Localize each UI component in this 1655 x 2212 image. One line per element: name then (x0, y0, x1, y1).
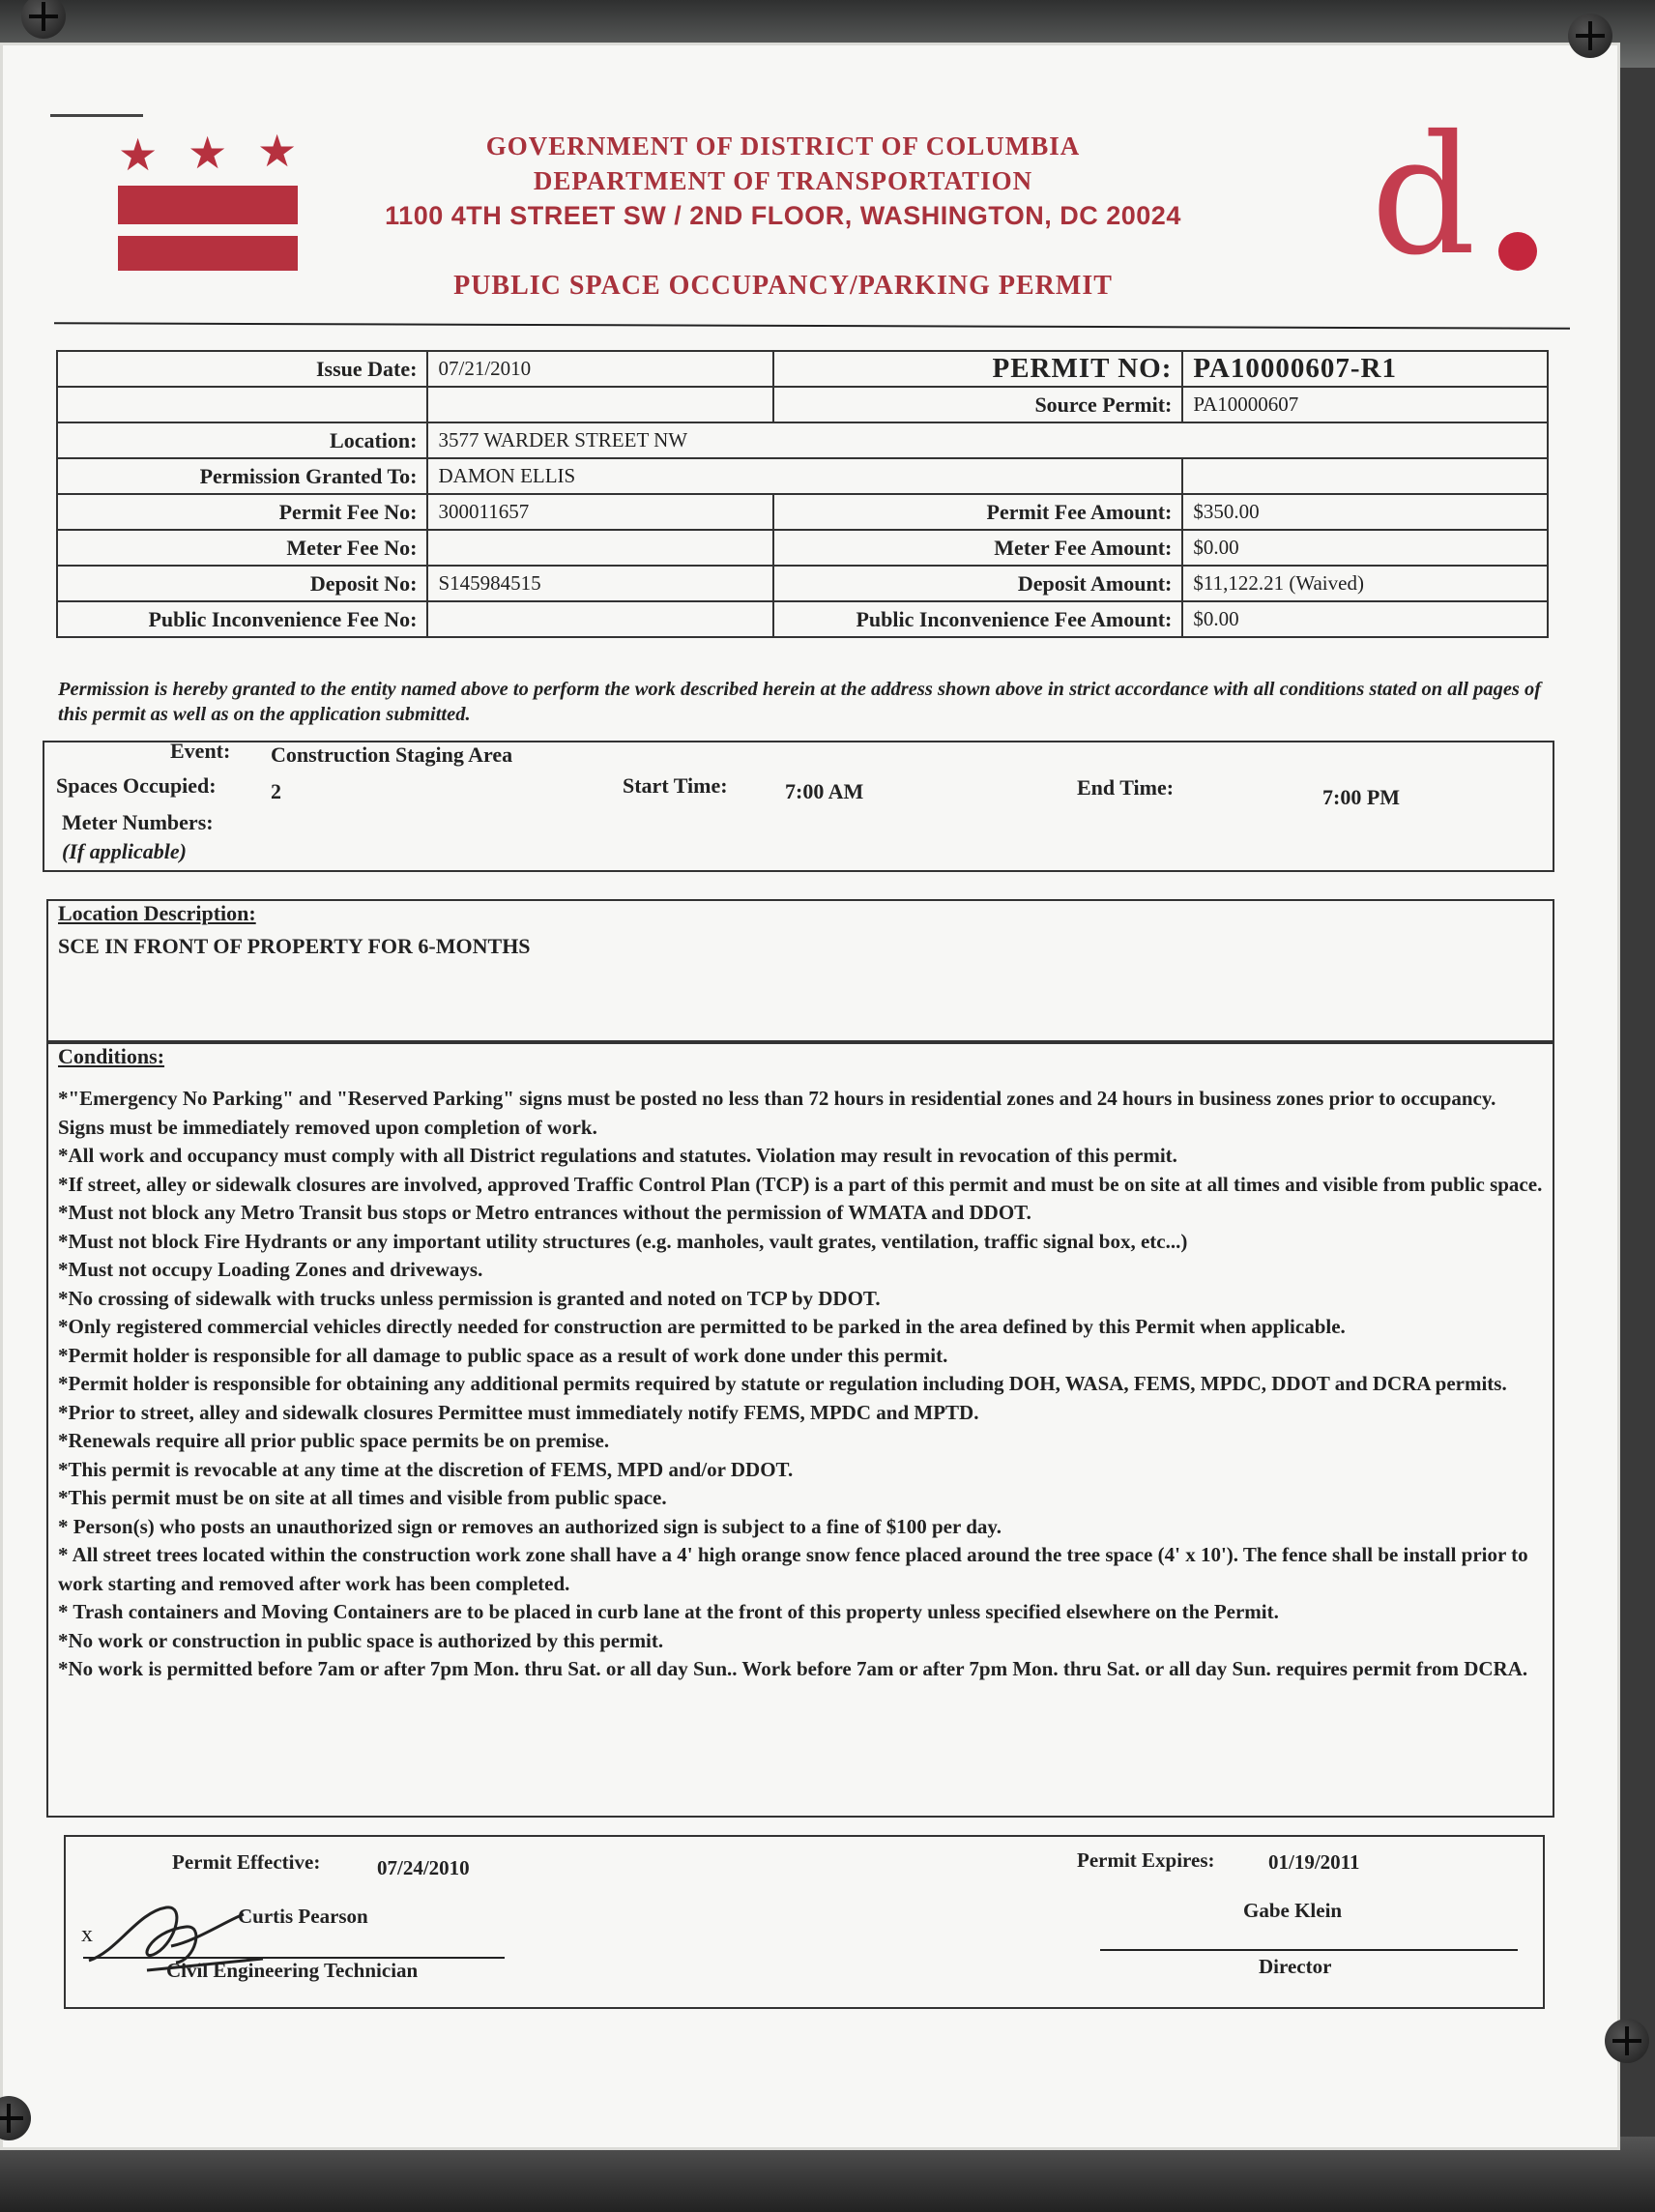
deposit-amount-value: $11,122.21 (Waived) (1182, 566, 1548, 601)
permit-title: PUBLIC SPACE OCCUPANCY/PARKING PERMIT (453, 271, 1113, 301)
meter-fee-amount-label: Meter Fee Amount: (773, 530, 1182, 566)
conditions-label: Conditions: (58, 1044, 165, 1068)
signer-right-title: Director (1259, 1955, 1332, 1978)
issue-date-value: 07/21/2010 (427, 351, 772, 387)
conditions-list (58, 1085, 1545, 1684)
ddot-logo-dot (1498, 232, 1537, 271)
signer-left-title: Civil Engineering Technician (166, 1959, 419, 1982)
condition-item: *Permit holder is responsible for all damage to public space as a result of work done under this permit. (58, 1343, 948, 1367)
condition-item: *Prior to street, alley and sidewalk closures Permittee must immediately notify FEMS, MPDC and MPTD. (58, 1400, 979, 1424)
inconvenience-no-value (427, 601, 772, 637)
inconvenience-no-label: Public Inconvenience Fee No: (57, 601, 427, 637)
inconvenience-amount-label: Public Inconvenience Fee Amount: (773, 601, 1182, 637)
spaces-value: 2 (271, 779, 281, 803)
permit-no-value: PA10000607-R1 (1182, 351, 1548, 387)
condition-item: *Permit holder is responsible for obtaining any additional permits required by statute or regulation including DOH, WASA, FEMS, MPDC, DDOT and DCRA permits. (58, 1372, 1507, 1395)
source-permit-label: Source Permit: (773, 387, 1182, 422)
issue-date-label: Issue Date: (57, 351, 427, 387)
condition-item: *If street, alley or sidewalk closures are involved, approved Traffic Control Plan (TCP) is a part of this permit and must be on site at all times and visible from public space. (58, 1172, 1543, 1196)
permit-no-label: PERMIT NO: (773, 351, 1182, 387)
deposit-amount-label: Deposit Amount: (773, 566, 1182, 601)
event-label: Event: (170, 739, 231, 763)
condition-item: *Must not block any Metro Transit bus stops or Metro entrances without the permission of WMATA and DDOT. (58, 1201, 1031, 1224)
location-description-label: Location Description: (58, 901, 256, 925)
condition-item: *Must not block Fire Hydrants or any important utility structures (e.g. manholes, vault grates, ventilation, traffic signal box, etc...) (58, 1229, 1188, 1253)
header-line-2: DEPARTMENT OF TRANSPORTATION (533, 166, 1033, 195)
permit-fee-no-label: Permit Fee No: (57, 494, 427, 530)
condition-item: * All street trees located within the construction work zone shall have a 4' high orange snow fence placed around the tree space (4' x 10'). The fence shall be install prior to work starting and removed after work has been completed. (58, 1543, 1528, 1595)
condition-item: *Only registered commercial vehicles directly needed for construction are permitted to be parked in the area defined by this Permit when applicable. (58, 1315, 1346, 1338)
permission-label: Permission Granted To: (57, 458, 427, 494)
condition-item: *No work is permitted before 7am or after 7pm Mon. thru Sat. or all day Sun.. Work before 7am or after 7pm Mon. thru Sat. or all day Sun. requires permit from DCRA. (58, 1657, 1528, 1680)
signature-x-mark: x (81, 1922, 93, 1947)
permission-statement: Permission is hereby granted to the entity named above to perform the work described herein at the address shown above in strict accordance with all conditions stated on all pages of this permit as well as on the application submitted. (58, 679, 1542, 725)
deposit-no-value: S145984515 (427, 566, 772, 601)
star-icon: ★ (118, 131, 159, 180)
meter-fee-amount-value: $0.00 (1182, 530, 1548, 566)
meter-numbers-label: Meter Numbers: (62, 810, 214, 834)
permission-value: DAMON ELLIS (427, 458, 1182, 494)
expires-label: Permit Expires: (1077, 1848, 1215, 1872)
condition-item: *All work and occupancy must comply with all District regulations and statutes. Violation may result in revocation of this permit. (58, 1144, 1177, 1167)
event-value: Construction Staging Area (271, 742, 513, 767)
condition-item: *This permit must be on site at all times and visible from public space. (58, 1486, 667, 1509)
empty-cell (427, 387, 772, 422)
empty-cell (1182, 458, 1548, 494)
header-rule (54, 322, 1570, 329)
location-value: 3577 WARDER STREET NW (427, 422, 1548, 458)
flag-bar-icon (118, 236, 298, 271)
empty-cell (57, 387, 427, 422)
condition-item: * Person(s) who posts an unauthorized sign or removes an authorized sign is subject to a fine of $100 per day. (58, 1514, 1002, 1538)
signer-right-name: Gabe Klein (1243, 1899, 1343, 1922)
flag-line (50, 114, 143, 117)
deposit-no-label: Deposit No: (57, 566, 427, 601)
meter-numbers-sub: (If applicable) (62, 839, 187, 863)
condition-item: *No crossing of sidewalk with trucks unless permission is granted and noted on TCP by DDOT. (58, 1286, 881, 1310)
condition-item: *Must not occupy Loading Zones and driveways. (58, 1258, 483, 1281)
location-description-box (46, 899, 1554, 1044)
condition-item: *"Emergency No Parking" and "Reserved Parking" signs must be posted no less than 72 hours in residential zones and 24 hours in business zones prior to occupancy. Signs must be immediately removed upon completion of work. (58, 1087, 1496, 1139)
meter-fee-no-value (427, 530, 772, 566)
effective-label: Permit Effective: (172, 1850, 321, 1874)
location-label: Location: (57, 422, 427, 458)
end-time-label: End Time: (1077, 775, 1175, 800)
permit-fee-amount-label: Permit Fee Amount: (773, 494, 1182, 530)
header-address: 1100 4TH STREET SW / 2ND FLOOR, WASHINGTON, DC 20024 (385, 201, 1181, 230)
meter-fee-no-label: Meter Fee No: (57, 530, 427, 566)
condition-item: * Trash containers and Moving Containers are to be placed in curb lane at the front of this property unless specified elsewhere on the Permit. (58, 1600, 1279, 1623)
condition-item: *This permit is revocable at any time at the discretion of FEMS, MPD and/or DDOT. (58, 1457, 794, 1481)
condition-item: *Renewals require all prior public space permits be on premise. (58, 1429, 610, 1452)
effective-value: 07/24/2010 (377, 1856, 470, 1879)
spaces-label: Spaces Occupied: (56, 773, 217, 798)
star-icon: ★ (257, 127, 298, 176)
expires-value: 01/19/2011 (1268, 1850, 1360, 1874)
permit-fee-no-value: 300011657 (427, 494, 772, 530)
permit-info-table (56, 350, 1549, 638)
condition-item: *No work or construction in public space is authorized by this permit. (58, 1628, 664, 1652)
location-description-text: SCE IN FRONT OF PROPERTY FOR 6-MONTHS (58, 934, 531, 958)
source-permit-value: PA10000607 (1182, 387, 1548, 422)
inconvenience-amount-value: $0.00 (1182, 601, 1548, 637)
start-time-label: Start Time: (623, 773, 728, 798)
signature-line-right (1100, 1949, 1518, 1951)
start-time-value: 7:00 AM (785, 779, 864, 803)
permit-fee-amount-value: $350.00 (1182, 494, 1548, 530)
end-time-value: 7:00 PM (1322, 785, 1401, 809)
star-icon: ★ (188, 129, 228, 178)
header-line-1: GOVERNMENT OF DISTRICT OF COLUMBIA (485, 131, 1081, 160)
signer-left-name: Curtis Pearson (238, 1905, 368, 1928)
ddot-logo: d (1371, 101, 1476, 292)
